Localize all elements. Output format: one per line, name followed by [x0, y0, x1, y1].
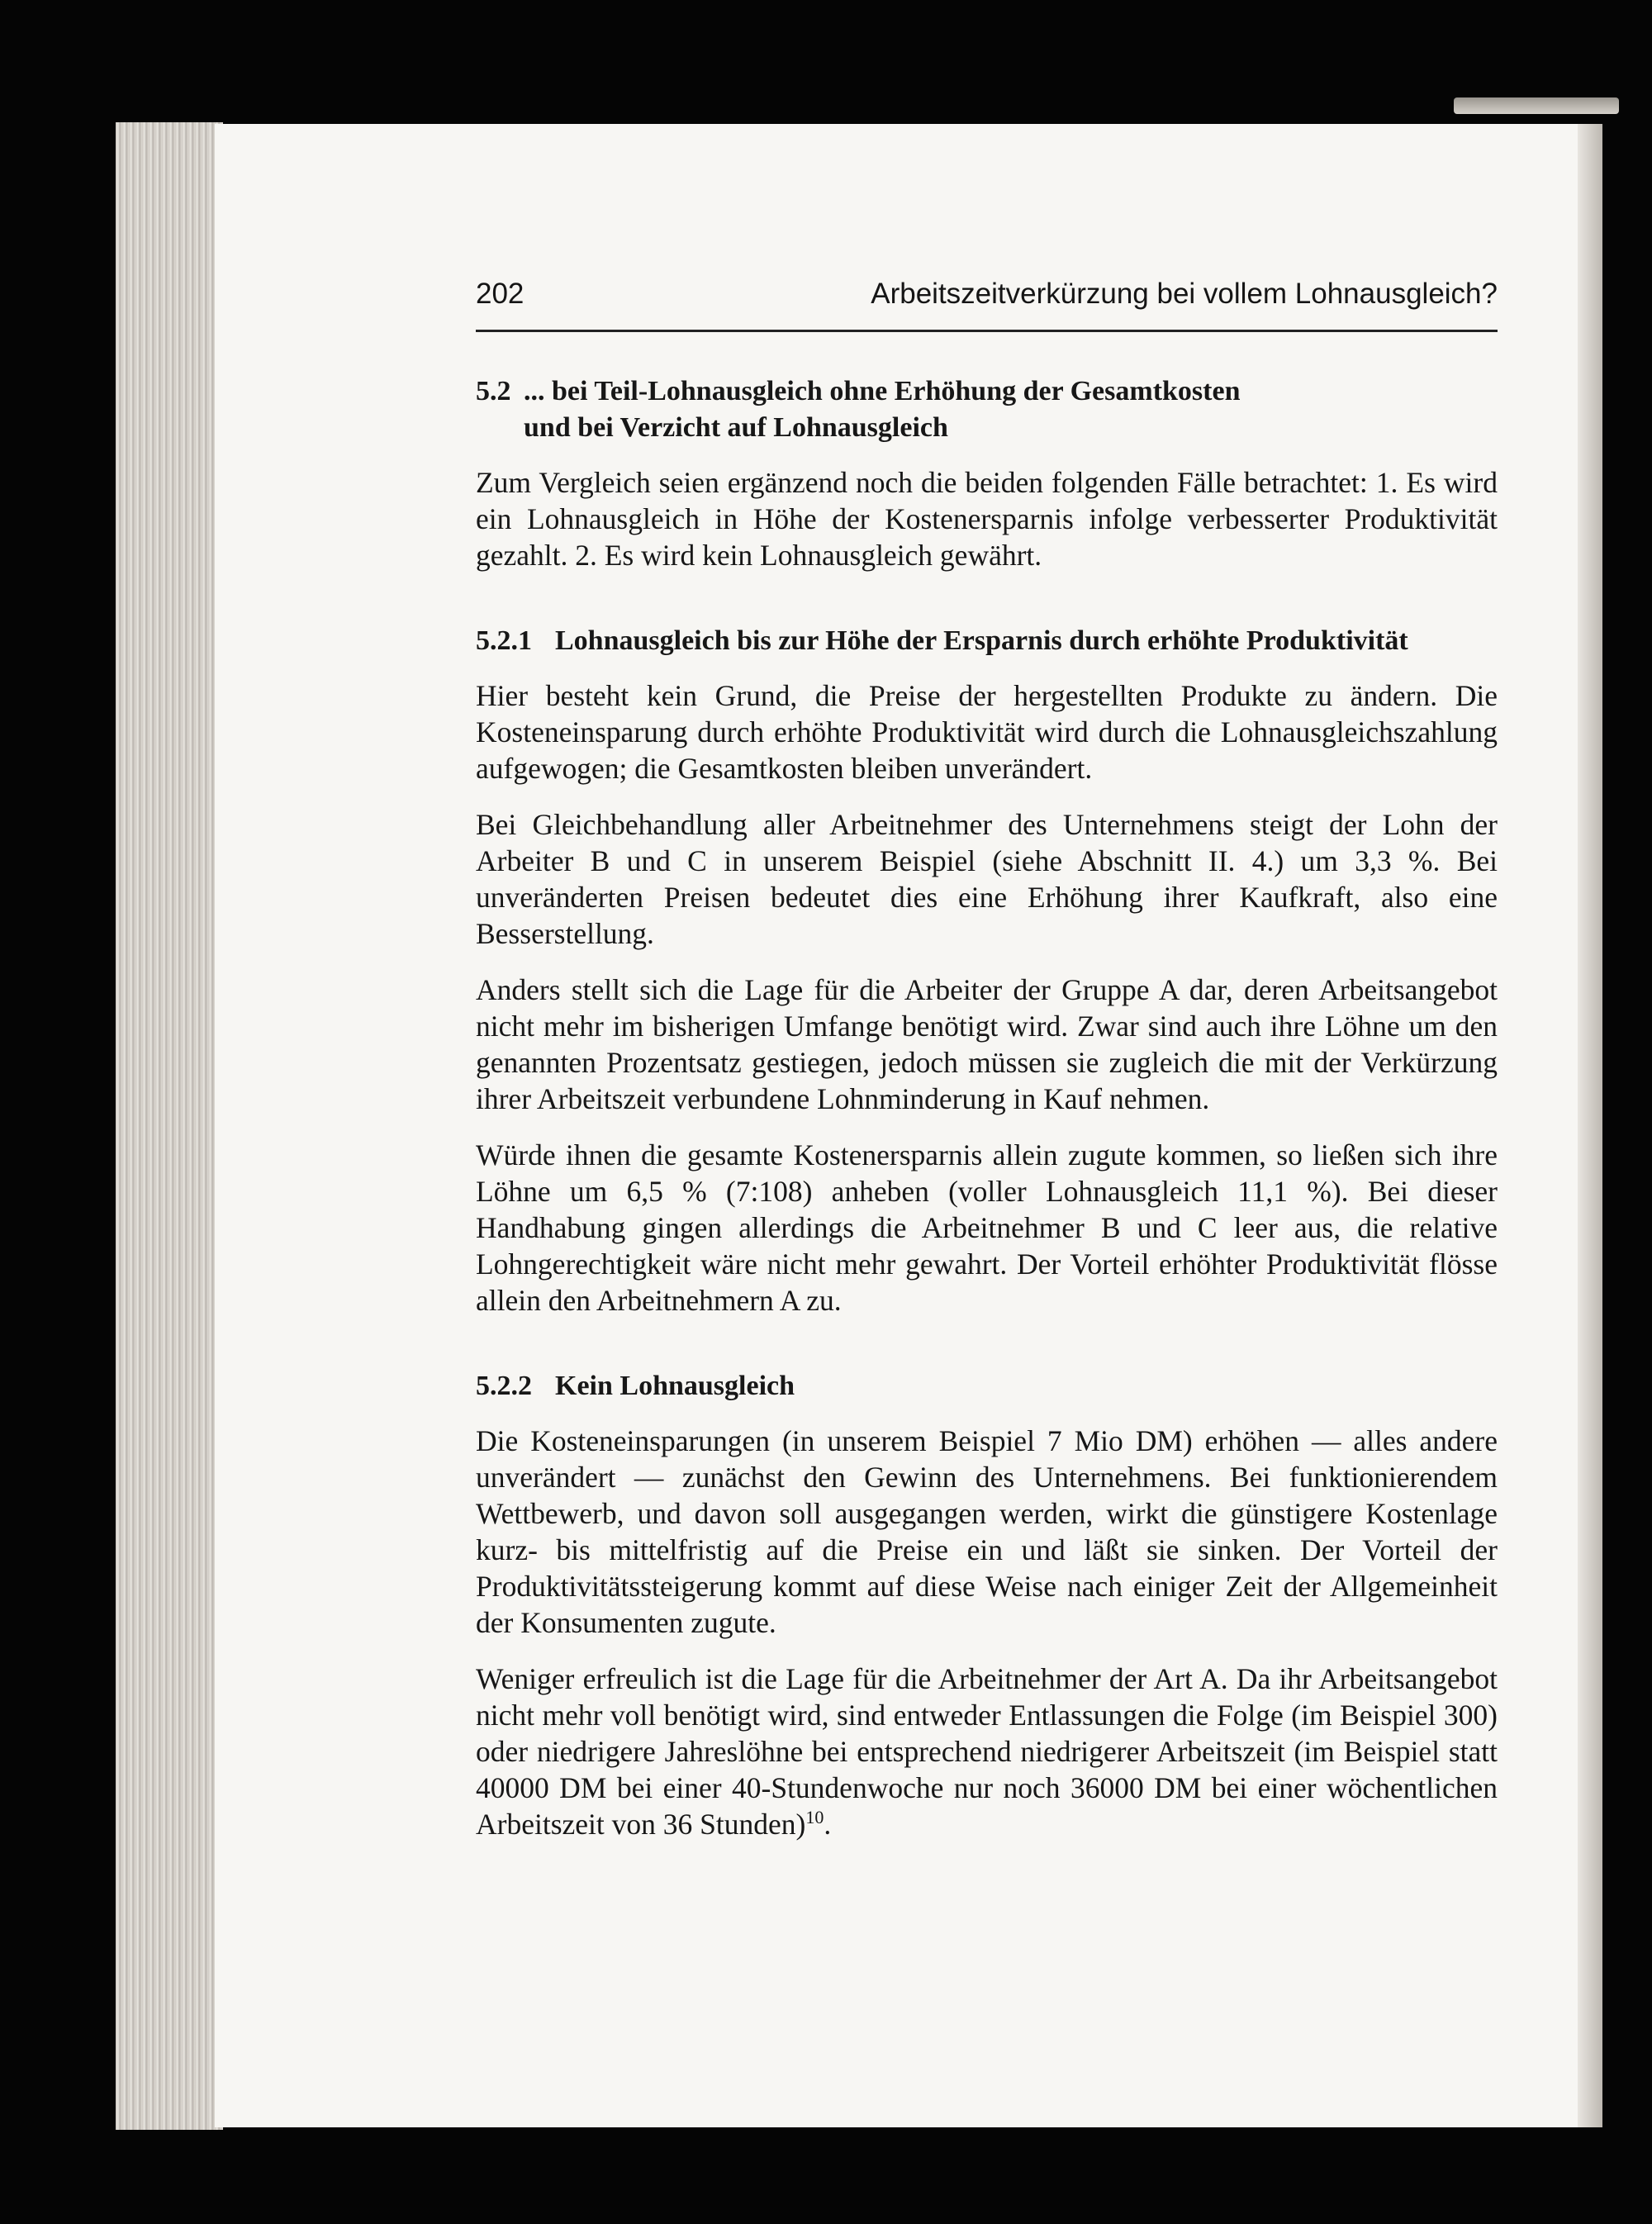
running-head: [476, 278, 1498, 311]
section-title-line-1: ... bei Teil-Lohnausgleich ohne Erhöhung der Gesamtkosten: [524, 376, 1241, 406]
section-heading-5-2-2: [476, 1368, 1498, 1404]
book-spine-shadow: [1578, 124, 1602, 2127]
paragraph: Zum Vergleich seien ergänzend noch die beiden folgenden Fälle betrachtet: 1. Es wird ein Lohnausgleich in Höhe der Kostenersparnis infolge verbesserter Produktivität gezahlt. 2. Es wird kein Lohnausgleich gewährt.: [476, 466, 1498, 572]
section-heading-5-2: [476, 373, 1498, 446]
paragraph: Würde ihnen die gesamte Kostenersparnis allein zugute kommen, so ließen sich ihre Löhne um 6,5 % (7:108) anheben (voller Lohnausgleich 11,1 %). Bei dieser Handhabung gingen allerdings die Arbeitnehmer B und C leer aus, die relative Lohngerechtigkeit wäre nicht mehr gewahrt. Der Vorteil erhöhter Produktivität flösse allein den Arbeitnehmern A zu.: [476, 1138, 1498, 1317]
section-number: 5.2.2: [476, 1371, 532, 1401]
paragraph: Hier besteht kein Grund, die Preise der hergestellten Produkte zu ändern. Die Kosteneinsparung durch erhöhte Produktivität wird durch die Lohnausgleichszahlung aufgewogen; die Gesamtkosten bleiben unverändert.: [476, 679, 1498, 785]
page-number: 202: [476, 278, 525, 310]
running-title: Arbeitszeitverkürzung bei vollem Lohnausgleich?: [871, 278, 1498, 310]
book-cover-edge: [1454, 97, 1619, 114]
paragraph-text: Weniger erfreulich ist die Lage für die Arbeitnehmer der Art A. Da ihr Arbeitsangebot nicht mehr voll benötigt wird, sind entweder Entlassungen die Folge (im Beispiel 300) oder niedrigere Jahreslöhne bei entsprechend niedrigerer Arbeitszeit (im Beispiel statt 40000 DM bei einer 40-Stundenwoche nur noch 36000 DM bei einer wöchentlichen Arbeitszeit von 36 Stunden): [476, 1662, 1498, 1841]
section-title: Lohnausgleich bis zur Höhe der Ersparnis durch erhöhte Produktivität: [555, 625, 1408, 656]
paragraph: Anders stellt sich die Lage für die Arbeiter der Gruppe A dar, deren Arbeitsangebot nicht mehr im bisherigen Umfange benötigt wird. Zwar sind auch ihre Löhne um den genannten Prozentsatz gestiegen, jedoch müssen sie zugleich die mit der Verkürzung ihrer Arbeitszeit verbundene Lohnminderung in Kauf nehmen.: [476, 973, 1498, 1115]
paragraph: Die Kosteneinsparungen (in unserem Beispiel 7 Mio DM) erhöhen — alles andere unverändert — zunächst den Gewinn des Unternehmens. Bei funktionierendem Wettbewerb, und davon soll ausgegangen werden, wirkt die günstigere Kostenlage kurz- bis mittelfristig auf die Preise ein und läßt sie sinken. Der Vorteil der Produktivitätssteigerung kommt auf diese Weise nach einiger Zeit der Allgemeinheit der Konsumenten zugute.: [476, 1424, 1498, 1639]
section-title: [524, 373, 1240, 446]
paragraph: [476, 1661, 1498, 1842]
section-number: 5.2: [476, 376, 511, 406]
page-body: [476, 373, 1498, 1842]
book-page-edges: [116, 122, 223, 2130]
section-heading-5-2-1: [476, 623, 1498, 659]
header-rule: [476, 330, 1498, 332]
section-title-line-2: und bei Verzicht auf Lohnausgleich: [524, 412, 948, 443]
section-number: 5.2.1: [476, 625, 532, 656]
paragraph-end: .: [824, 1808, 832, 1841]
paragraph: Bei Gleichbehandlung aller Arbeitnehmer des Unternehmens steigt der Lohn der Arbeiter B und C in unserem Beispiel (siehe Abschnitt II. 4.) um 3,3 %. Bei unveränderten Preisen bedeutet dies eine Erhöhung ihrer Kaufkraft, also eine Besserstellung.: [476, 808, 1498, 950]
footnote-reference: 10: [805, 1807, 824, 1828]
section-title: Kein Lohnausgleich: [555, 1371, 795, 1401]
